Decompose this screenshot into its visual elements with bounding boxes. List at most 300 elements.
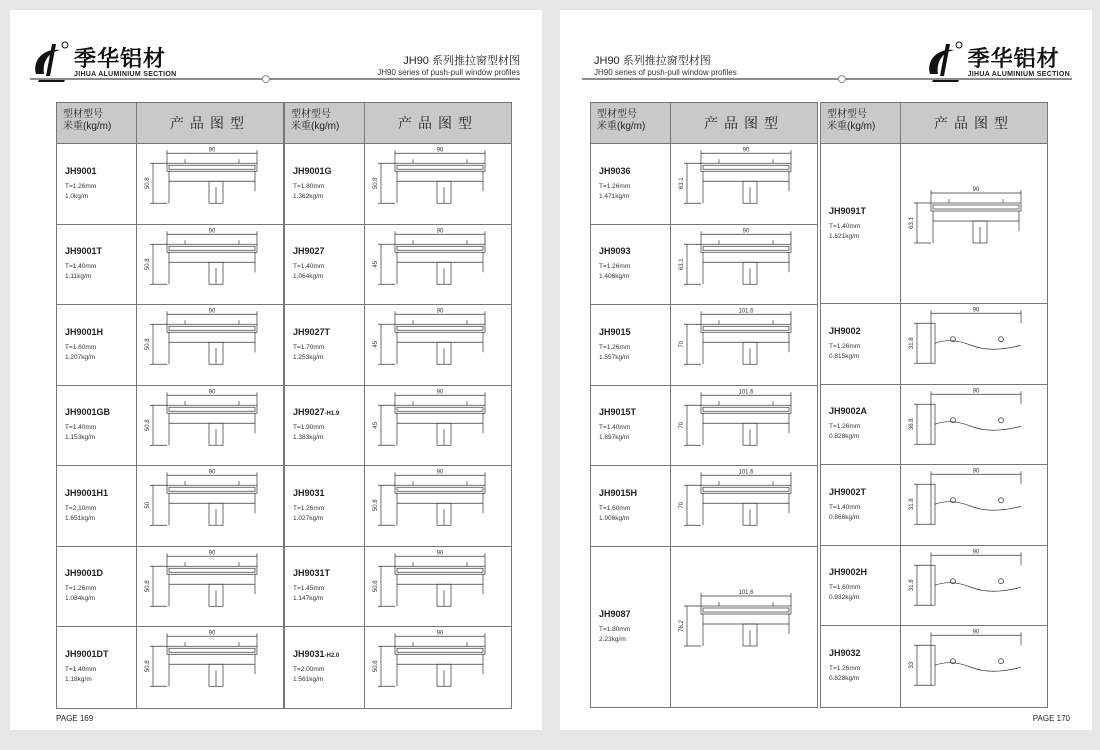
header-rule [582, 78, 1072, 80]
profile-cross-section [365, 547, 511, 628]
table-header [821, 103, 1047, 144]
table-row [57, 305, 283, 386]
profile-drawing [365, 627, 511, 708]
profile-weight: 1.064kg/m [293, 273, 324, 281]
dimension-width: 90 [208, 549, 216, 556]
profile-cross-section [365, 225, 511, 306]
header-figure-label: 产品图型 [934, 115, 1014, 131]
profile-code-suffix: -H1.9 [324, 411, 340, 418]
dimension-width: 90 [742, 227, 750, 234]
table-row [285, 225, 511, 306]
profile-drawing [671, 305, 817, 385]
dimension-height: 63.1 [679, 177, 685, 190]
header-model-label: 型材型号 [597, 109, 637, 120]
profile-code [829, 487, 900, 497]
brand-name-en: JIHUA ALUMINIUM SECTION [74, 70, 177, 78]
profile-weight: 1.153kg/m [65, 434, 96, 442]
profile-code [293, 166, 364, 176]
profile-cross-section [137, 386, 283, 467]
profile-drawing [671, 466, 817, 546]
profile-code [599, 407, 670, 417]
profile-drawing [901, 304, 1047, 384]
profile-thickness: T=1.70mm [293, 343, 325, 351]
profile-weight: 1.383kg/m [293, 434, 324, 442]
profile-thickness: T=1.40mm [65, 263, 97, 271]
profile-info [821, 465, 901, 545]
dimension-width: 90 [436, 147, 444, 154]
profile-weight: 1.207kg/m [65, 353, 96, 361]
profile-drawing [901, 465, 1047, 545]
dimension-height: 50.8 [145, 338, 151, 351]
header-model-cell [285, 103, 365, 143]
profile-thickness: T=1.26mm [599, 182, 631, 190]
table-row [591, 144, 817, 225]
profile-drawing [671, 386, 817, 466]
table-header [285, 103, 511, 144]
profile-info [821, 304, 901, 384]
profile-code [293, 246, 364, 256]
page-title [594, 52, 737, 77]
profile-code-text: JH9001DT [65, 649, 109, 660]
profile-weight: 1.651kg/m [65, 514, 96, 522]
table-row [821, 304, 1047, 385]
profile-code [293, 327, 364, 337]
dimension-height: 50.8 [145, 257, 151, 270]
profile-code [65, 327, 136, 337]
dimension-height: 31.8 [909, 498, 915, 511]
profile-table [820, 102, 1048, 708]
page-title [377, 52, 520, 77]
profile-table [284, 102, 512, 709]
header-figure-label: 产品图型 [170, 115, 250, 131]
header-weight-label: 米重(kg/m) [597, 121, 646, 132]
profile-info [285, 386, 365, 466]
dimension-width: 90 [742, 147, 750, 154]
profile-thickness: T=1.26mm [829, 342, 861, 350]
profile-code-text: JH9001H1 [65, 487, 109, 498]
brand-name-cn: 季华铝材 [74, 45, 167, 72]
profile-code-text: JH9001 [65, 165, 97, 176]
dimension-height: 45 [373, 421, 379, 429]
brand-name-en: JIHUA ALUMINIUM SECTION [967, 70, 1070, 78]
right-page [560, 10, 1092, 730]
profile-weight: 1.362kg/m [293, 192, 324, 200]
dimension-height: 50.8 [145, 660, 151, 673]
profile-weight: 1.18kg/m [65, 676, 92, 684]
table-row [591, 466, 817, 547]
profile-info [285, 225, 365, 305]
profile-weight: 2.23kg/m [599, 635, 626, 643]
profile-cross-section [365, 305, 511, 386]
profile-weight: 1.471kg/m [599, 192, 630, 200]
profile-cross-section [671, 466, 817, 547]
profile-cross-section [671, 305, 817, 386]
profile-weight: 1.557kg/m [599, 353, 630, 361]
table-row [57, 386, 283, 467]
profile-thickness: T=2.10mm [65, 504, 97, 512]
dimension-width: 90 [972, 629, 980, 636]
profile-drawing [137, 547, 283, 627]
profile-code-text: JH9036 [599, 165, 631, 176]
table-row [285, 627, 511, 708]
table-row [57, 225, 283, 306]
profile-code-text: JH9001D [65, 568, 104, 579]
header-model-cell [591, 103, 671, 143]
profile-code [829, 406, 900, 416]
header-weight-label: 米重(kg/m) [63, 121, 112, 132]
profile-drawing [671, 547, 817, 707]
profile-thickness: T=1.40mm [829, 503, 861, 511]
profile-code-text: JH9002A [829, 406, 868, 417]
table-row [591, 225, 817, 306]
profile-code-text: JH9015T [599, 407, 637, 418]
table-row [591, 305, 817, 386]
profile-thickness: T=1.26mm [829, 665, 861, 673]
profile-drawing [901, 626, 1047, 707]
table-row [821, 626, 1047, 707]
profile-cross-section [137, 466, 283, 547]
header-model-label: 型材型号 [827, 109, 867, 120]
profile-drawing [671, 225, 817, 305]
profile-thickness: T=1.40mm [65, 666, 97, 674]
profile-cross-section [901, 465, 1047, 546]
header-model-cell [821, 103, 901, 143]
profile-code-text: JH9001H [65, 326, 104, 337]
profile-code-text: JH9015H [599, 487, 638, 498]
dimension-width: 90 [208, 227, 216, 234]
dimension-height: 50.8 [373, 579, 379, 592]
dimension-height: 50.8 [373, 177, 379, 190]
profile-thickness: T=1.60mm [829, 584, 861, 592]
profile-code-text: JH9087 [599, 608, 631, 619]
profile-code-text: JH9032 [829, 648, 861, 659]
table-row [57, 466, 283, 547]
dimension-height: 31.8 [909, 337, 915, 350]
profile-info [57, 466, 137, 546]
profile-info [57, 225, 137, 305]
profile-info [57, 627, 137, 708]
table-row [285, 386, 511, 467]
dimension-width: 101.6 [738, 469, 754, 476]
profile-code-text: JH9001G [293, 165, 332, 176]
profile-weight: 1.697kg/m [599, 434, 630, 442]
profile-info [821, 144, 901, 303]
profile-thickness: T=1.40mm [829, 222, 861, 230]
dimension-height: 45 [373, 260, 379, 268]
profile-info [591, 225, 671, 305]
profile-weight: 1.027kg/m [293, 514, 324, 522]
dimension-height: 70 [679, 340, 685, 348]
left-page [10, 10, 542, 730]
profile-info [57, 386, 137, 466]
profile-code [293, 649, 364, 659]
profile-info [591, 466, 671, 546]
dimension-height: 50 [145, 501, 151, 509]
profile-drawing [137, 144, 283, 224]
dimension-width: 90 [972, 387, 980, 394]
profile-thickness: T=1.26mm [599, 263, 631, 271]
dimension-height: 33 [909, 661, 915, 669]
profile-weight: 0.815kg/m [829, 352, 860, 360]
table-row [285, 144, 511, 225]
profile-info [591, 305, 671, 385]
table-row [57, 627, 283, 708]
profile-drawing [901, 144, 1047, 303]
profile-drawing [365, 305, 511, 385]
profile-info [285, 144, 365, 224]
profile-info [57, 305, 137, 385]
profile-thickness: T=1.90mm [293, 424, 325, 432]
dimension-width: 90 [208, 147, 216, 154]
profile-code [829, 567, 900, 577]
profile-drawing [137, 386, 283, 466]
profile-weight: 1.11kg/m [65, 273, 92, 281]
profile-info [57, 144, 137, 224]
profile-info [285, 627, 365, 708]
profile-drawing [137, 627, 283, 708]
table-row [821, 465, 1047, 546]
dimension-height: 50.8 [145, 177, 151, 190]
page-number: PAGE 169 [56, 714, 94, 723]
profile-thickness: T=1.80mm [599, 625, 631, 633]
dimension-height: 63.1 [909, 217, 915, 229]
dimension-height: 76.2 [679, 619, 685, 632]
profile-drawing [365, 144, 511, 224]
profile-cross-section [901, 626, 1047, 707]
table-row [57, 547, 283, 628]
profile-code-text: JH9002 [829, 325, 861, 336]
profile-code-text: JH9027T [293, 326, 331, 337]
profile-thickness: T=1.26mm [599, 343, 631, 351]
profile-drawing [365, 466, 511, 546]
profile-code [599, 488, 670, 498]
title-en: JH90 series of push-pull window profiles [594, 68, 737, 77]
dimension-width: 90 [972, 548, 980, 555]
table-row [821, 385, 1047, 466]
profile-code [829, 206, 900, 216]
profile-code [65, 568, 136, 578]
profile-weight: 1.906kg/m [599, 514, 630, 522]
profile-code-text: JH9001T [65, 246, 103, 257]
dimension-width: 90 [436, 308, 444, 315]
profile-weight: 1.406kg/m [599, 273, 630, 281]
profile-weight: 1.621kg/m [829, 232, 860, 240]
table-row [285, 547, 511, 628]
table-row [821, 546, 1047, 627]
profile-drawing [137, 305, 283, 385]
table-row [57, 144, 283, 225]
profile-drawing [137, 466, 283, 546]
profile-drawing [901, 385, 1047, 465]
profile-thickness: T=1.80mm [293, 182, 325, 190]
table-row [821, 144, 1047, 304]
profile-drawing [365, 225, 511, 305]
dimension-width: 90 [972, 187, 980, 193]
profile-code [829, 648, 900, 658]
dimension-width: 90 [208, 469, 216, 476]
page-number: PAGE 170 [1032, 714, 1070, 723]
profile-code-text: JH9001GB [65, 407, 111, 418]
profile-code [599, 246, 670, 256]
table-row [285, 305, 511, 386]
profile-code-text: JH9093 [599, 246, 631, 257]
table-header [591, 103, 817, 144]
profile-cross-section [671, 547, 817, 707]
profile-info [591, 386, 671, 466]
profile-cross-section [365, 627, 511, 708]
profile-weight: 1.0kg/m [65, 192, 89, 200]
table-row [285, 466, 511, 547]
table-row [591, 547, 817, 707]
profile-code [599, 166, 670, 176]
profile-drawing [365, 547, 511, 627]
profile-cross-section [901, 546, 1047, 627]
profile-table [56, 102, 284, 709]
profile-code-text: JH9002T [829, 486, 867, 497]
dimension-height: 31.8 [909, 578, 915, 591]
profile-cross-section [137, 144, 283, 225]
dimension-height: 50.8 [373, 660, 379, 673]
profile-cross-section [901, 385, 1047, 466]
profile-info [821, 385, 901, 465]
dimension-height: 70 [679, 501, 685, 509]
profile-code-text: JH9027 [293, 246, 325, 257]
profile-thickness: T=1.26mm [65, 585, 97, 593]
profile-code-suffix: -H2.0 [324, 653, 340, 660]
dimension-width: 90 [208, 388, 216, 395]
profile-info [57, 547, 137, 627]
header-model-label: 型材型号 [63, 109, 103, 120]
profile-cross-section [137, 547, 283, 628]
profile-info [285, 305, 365, 385]
profile-thickness: T=2.00mm [293, 666, 325, 674]
profile-thickness: T=1.26mm [293, 504, 325, 512]
dimension-width: 90 [436, 227, 444, 234]
profile-code [829, 326, 900, 336]
profile-weight: 1.253kg/m [293, 353, 324, 361]
profile-weight: 1.147kg/m [293, 595, 324, 603]
profile-cross-section [137, 627, 283, 708]
profile-code-text: JH9091T [829, 205, 867, 216]
dimension-width: 90 [436, 388, 444, 395]
profile-weight: 0.828kg/m [829, 433, 860, 441]
profile-weight: 1.561kg/m [293, 676, 324, 684]
dimension-width: 90 [208, 630, 216, 637]
header-weight-label: 米重(kg/m) [291, 121, 340, 132]
dimension-height: 50.8 [145, 418, 151, 431]
profile-thickness: T=1.26mm [829, 423, 861, 431]
dimension-width: 101.6 [738, 388, 754, 395]
profile-weight: 0.828kg/m [829, 675, 860, 683]
profile-cross-section [137, 225, 283, 306]
dimension-height: 63.1 [679, 257, 685, 270]
profile-info [821, 546, 901, 626]
dimension-width: 90 [436, 549, 444, 556]
dimension-height: 50.8 [373, 499, 379, 512]
profile-drawing [901, 546, 1047, 626]
dimension-height: 45 [373, 340, 379, 348]
header-rule [30, 78, 520, 80]
profile-drawing [137, 225, 283, 305]
profile-code [293, 488, 364, 498]
profile-code [65, 488, 136, 498]
profile-code [599, 609, 670, 619]
dimension-width: 90 [436, 630, 444, 637]
dimension-width: 101.6 [738, 589, 754, 596]
profile-weight: 0.866kg/m [829, 513, 860, 521]
profile-code [65, 166, 136, 176]
profile-code [65, 246, 136, 256]
dimension-width: 90 [972, 307, 980, 314]
profile-cross-section [671, 386, 817, 467]
title-cn: JH90 系列推拉窗型材图 [594, 55, 711, 67]
dimension-width: 90 [208, 308, 216, 315]
profile-table [590, 102, 818, 708]
profile-thickness: T=1.40mm [65, 424, 97, 432]
profile-thickness: T=1.60mm [599, 504, 631, 512]
dimension-height: 50.8 [145, 579, 151, 592]
header-model-cell [57, 103, 137, 143]
dimension-height: 70 [679, 421, 685, 429]
profile-code-text: JH9031T [293, 568, 331, 579]
profile-cross-section [365, 144, 511, 225]
profile-drawing [365, 386, 511, 466]
profile-code-text: JH9031 [293, 487, 325, 498]
table-header [57, 103, 283, 144]
profile-drawing [671, 144, 817, 224]
profile-cross-section [901, 144, 1047, 304]
profile-code-text: JH9015 [599, 326, 631, 337]
profile-cross-section [901, 304, 1047, 385]
title-en: JH90 series of push-pull window profiles [377, 68, 520, 77]
header-figure-label: 产品图型 [704, 115, 784, 131]
profile-weight: 0.932kg/m [829, 594, 860, 602]
dimension-width: 90 [436, 469, 444, 476]
profile-code [293, 568, 364, 578]
table-row [591, 386, 817, 467]
profile-cross-section [671, 144, 817, 225]
profile-info [285, 547, 365, 627]
dimension-width: 101.6 [738, 308, 754, 315]
profile-cross-section [365, 466, 511, 547]
title-cn: JH90 系列推拉窗型材图 [403, 55, 520, 67]
profile-cross-section [671, 225, 817, 306]
header-weight-label: 米重(kg/m) [827, 121, 876, 132]
profile-thickness: T=1.40mm [293, 263, 325, 271]
profile-thickness: T=1.45mm [293, 585, 325, 593]
profile-cross-section [137, 305, 283, 386]
profile-code [293, 407, 364, 417]
profile-info [591, 547, 671, 707]
header-figure-label: 产品图型 [398, 115, 478, 131]
profile-code-text: JH9002H [829, 567, 868, 578]
profile-weight: 1.084kg/m [65, 595, 96, 603]
profile-info [285, 466, 365, 546]
profile-info [821, 626, 901, 707]
profile-code [65, 407, 136, 417]
profile-info [591, 144, 671, 224]
profile-code-text: JH9031 [293, 649, 325, 660]
dimension-width: 90 [972, 468, 980, 475]
profile-code-text: JH9027 [293, 407, 325, 418]
profile-code [65, 649, 136, 659]
profile-code [599, 327, 670, 337]
profile-thickness: T=1.60mm [65, 343, 97, 351]
profile-thickness: T=1.40mm [599, 424, 631, 432]
brand-name-cn: 季华铝材 [967, 45, 1060, 72]
dimension-height: 36.8 [909, 417, 915, 430]
header-model-label: 型材型号 [291, 109, 331, 120]
